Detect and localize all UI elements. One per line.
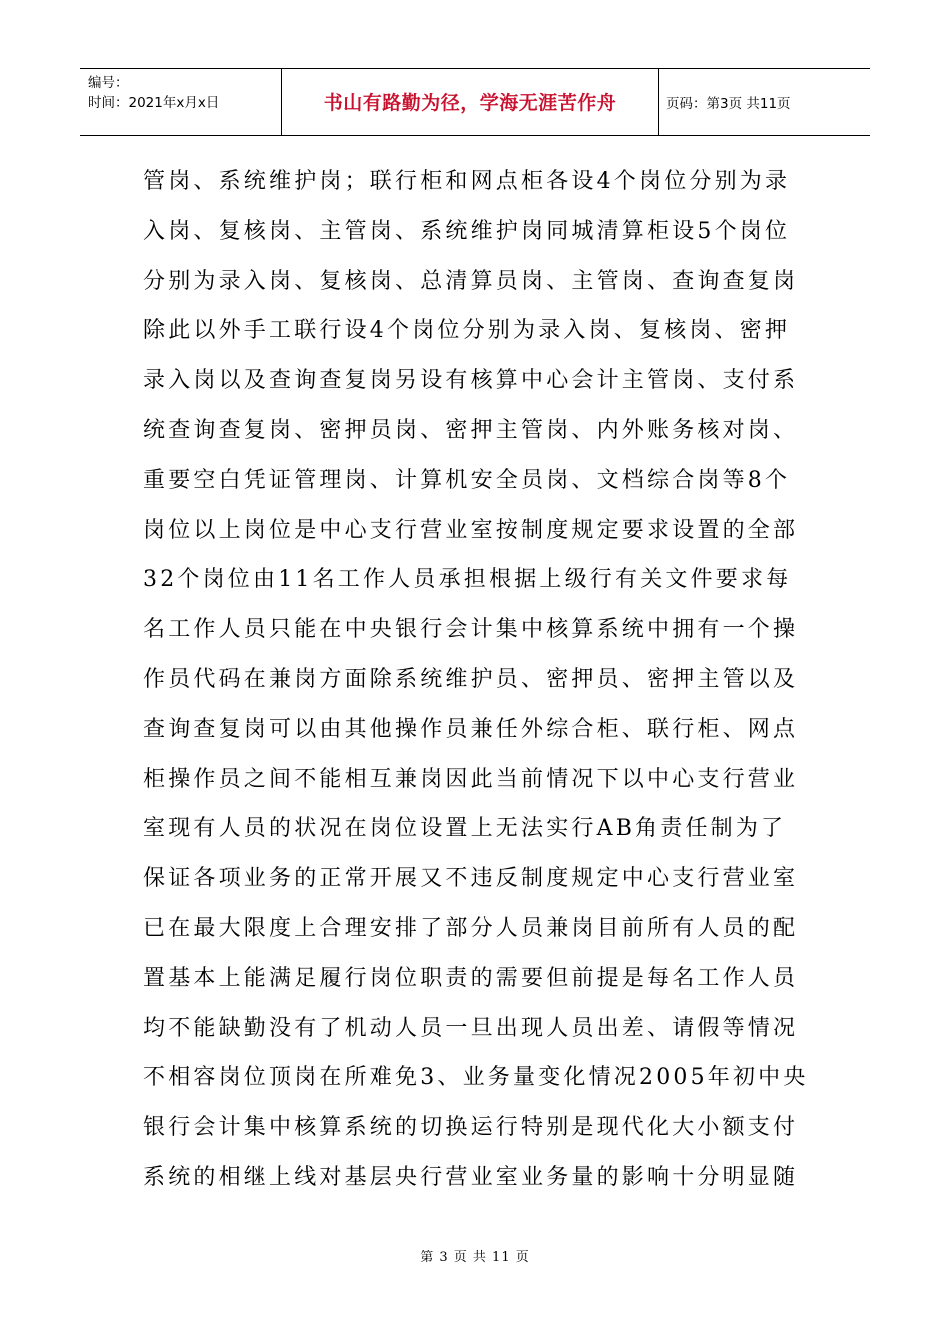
text-line: 银行会计集中核算系统的切换运行特别是现代化大小额支付 xyxy=(143,1115,799,1141)
number-label: 编号： xyxy=(88,75,129,91)
header-left xyxy=(88,73,219,113)
text-line: 入岗、复核岗、主管岗、系统维护岗同城清算柜设5个岗位 xyxy=(143,218,791,244)
text-line: 系统的相继上线对基层央行营业室业务量的影响十分明显随 xyxy=(143,1164,799,1190)
time-label: 时间：2021年x月x日 xyxy=(88,95,220,111)
text-line: 查询查复岗可以由其他操作员兼任外综合柜、联行柜、网点 xyxy=(143,716,799,742)
text-line: 作员代码在兼岗方面除系统维护员、密押员、密押主管以及 xyxy=(143,666,799,692)
text-line: 不相容岗位顶岗在所难免3、业务量变化情况2005年初中央 xyxy=(143,1065,809,1091)
text-line: 室现有人员的状况在岗位设置上无法实行AB角责任制为了 xyxy=(143,816,787,842)
body-text xyxy=(143,157,823,1203)
text-line: 名工作人员只能在中央银行会计集中核算系统中拥有一个操 xyxy=(143,617,799,643)
text-line: 重要空白凭证管理岗、计算机安全员岗、文档综合岗等8个 xyxy=(143,467,791,493)
text-line: 分别为录入岗、复核岗、总清算员岗、主管岗、查询查复岗 xyxy=(143,268,799,294)
text-line: 录入岗以及查询查复岗另设有核算中心会计主管岗、支付系 xyxy=(143,368,799,394)
text-line: 保证各项业务的正常开展又不违反制度规定中心支行营业室 xyxy=(143,866,799,892)
text-line: 管岗、系统维护岗；联行柜和网点柜各设4个岗位分别为录 xyxy=(143,169,791,194)
text-line: 统查询查复岗、密押员岗、密押主管岗、内外账务核对岗、 xyxy=(143,417,799,443)
header-divider-right xyxy=(658,69,659,135)
text-line: 32个岗位由11名工作人员承担根据上级行有关文件要求每 xyxy=(143,567,792,593)
text-line: 柜操作员之间不能相互兼岗因此当前情况下以中心支行营业 xyxy=(143,766,799,792)
page-footer: 第 3 页 共 11 页 xyxy=(420,1250,530,1265)
text-line: 已在最大限度上合理安排了部分人员兼岗目前所有人员的配 xyxy=(143,915,799,941)
page-header xyxy=(80,68,870,136)
text-line: 岗位以上岗位是中心支行营业室按制度规定要求设置的全部 xyxy=(143,517,799,543)
text-line: 置基本上能满足履行岗位职责的需要但前提是每名工作人员 xyxy=(143,965,799,991)
header-page-info: 页码：第3页 共11页 xyxy=(666,95,791,112)
text-line: 除此以外手工联行设4个岗位分别为录入岗、复核岗、密押 xyxy=(143,318,791,344)
header-motto: 书山有路勤为径，学海无涯苦作舟 xyxy=(323,92,617,114)
text-line: 均不能缺勤没有了机动人员一旦出现人员出差、请假等情况 xyxy=(143,1015,799,1041)
